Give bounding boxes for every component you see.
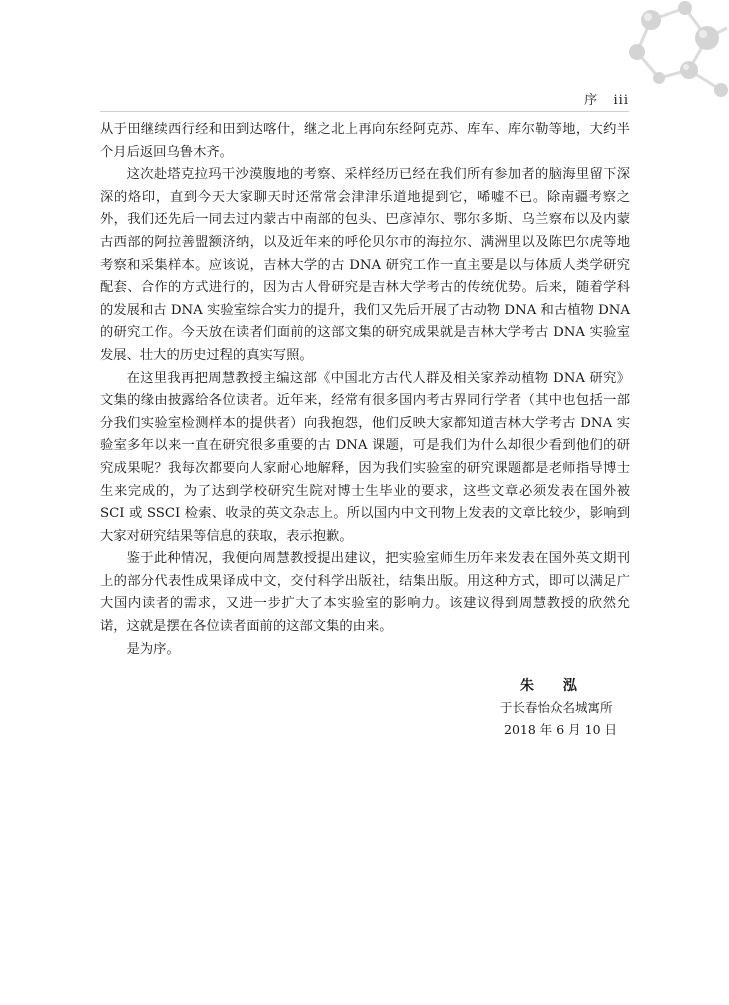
signature-place: 于长春怡众名城寓所	[500, 700, 613, 715]
molecule-network-icon	[589, 0, 729, 100]
paragraph: 是为序。	[126, 641, 180, 657]
signature-author: 朱 泓	[520, 678, 589, 694]
running-head	[584, 89, 629, 108]
paragraph: 从于田继续西行经和田到达喀什，继之北上再向东经阿克苏、库车、库尔勒等地，大约半个月后返回乌鲁木齐。	[100, 122, 630, 160]
paragraph: 这次赴塔克拉玛干沙漠腹地的考察、采样经历已经在我们所有参加者的脑海里留下深深的烙印，直到今天大家聊天时还常常会津津乐道地提到它，唏嘘不已。除南疆考察之外，我们还先后一同去过内蒙古中南部的包头、巴彦淖尔、鄂尔多斯、乌兰察布以及内蒙古西部的阿拉善盟额济纳，以及近年来的呼伦贝尔市的海拉尔、满洲里以及陈巴尔虎等地考察和采集样本。应该说，吉林大学的古 DNA 研究工作一直主要是以与体质人类学研究配套、合作的方式进行的，因为古人骨研究是吉林大学考古的传统优势。后来，随着学科的发展和古 DNA 实验室综合实力的提升，我们又先后开展了古动物 DNA 和古植物 DNA 的研究工作。今天放在读者们面前的这部文集的研究成果就是吉林大学考古 DNA 实验室发展、壮大的历史过程的真实写照。	[100, 167, 630, 363]
running-head-label: 序	[584, 93, 599, 108]
paragraph: 鉴于此种情况，我便向周慧教授提出建议，把实验室师生历年来发表在国外英文期刊上的部分代表性成果译成中文，交付科学出版社，结集出版。用这种方式，即可以满足广大国内读者的需求，又进一步扩大了本实验室的影响力。该建议得到周慧教授的欣然允诺，这就是摆在各位读者面前的这部文集的由来。	[100, 551, 630, 635]
preface-body	[100, 119, 630, 661]
signature-date: 2018 年 6 月 10 日	[504, 722, 618, 737]
header-rule	[100, 111, 629, 112]
paragraph: 在这里我再把周慧教授主编这部《中国北方古代人群及相关家养动植物 DNA 研究》文集的缘由披露给各位读者。近年来，经常有很多国内考古界同行学者（其中也包括一部分我们实验室检测样本的提供者）向我抱怨，他们反映大家都知道吉林大学考古 DNA 实验室多年以来一直在研究很多重要的古 DNA 课题，可是我们为什么却很少看到他们的研究成果呢？我每次都要向人家耐心地解释，因为我们实验室的研究课题都是老师指导博士生来完成的，为了达到学校研究生院对博士生毕业的要求，这些文章必须发表在国外被 SCI 或 SSCI 检索、收录的英文杂志上。所以国内中文刊物上发表的文章比较少，影响到大家对研究结果等信息的获取，表示抱歉。	[100, 370, 630, 544]
page-number: iii	[613, 93, 629, 108]
